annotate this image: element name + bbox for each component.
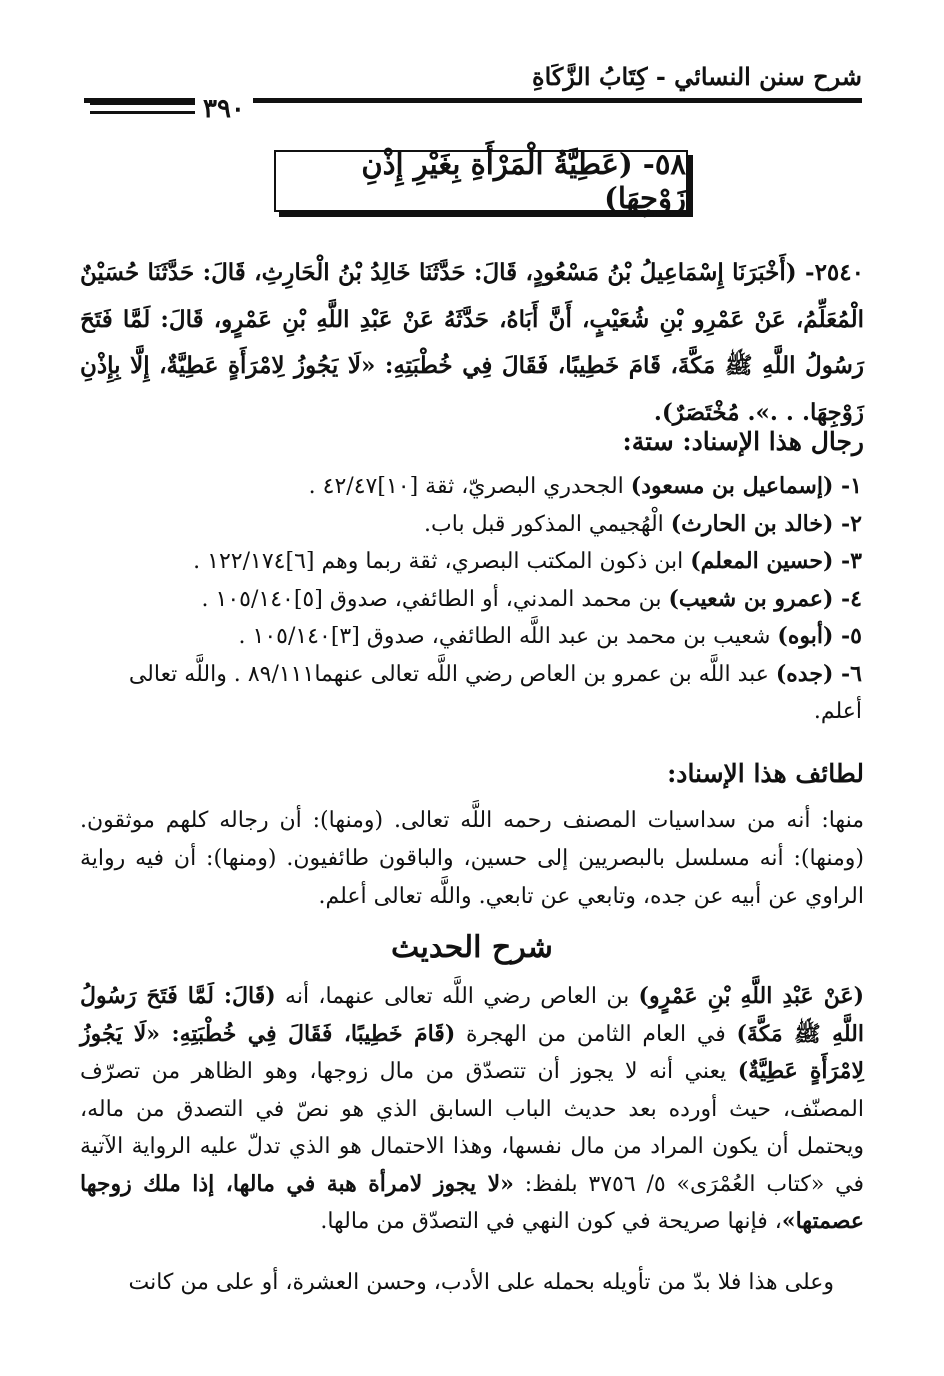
latif-heading: لطائف هذا الإسناد: — [667, 759, 864, 788]
narrator-name: ١- (إسماعيل بن مسعود) — [630, 473, 862, 499]
sharh-lead: (عَنْ عَبْدِ اللَّهِ بْنِ عَمْرٍو) — [638, 983, 864, 1009]
running-header-title: شرح سنن النسائي - كِتَابُ الزَّكَاةِ — [532, 62, 862, 91]
narrator-name: ٤- (عمرو بن شعيب) — [668, 585, 862, 612]
narrator-list — [80, 468, 862, 731]
narrator-name: ٥- (أبوه) — [777, 623, 862, 649]
sharh-quote: «لا يجوز لامرأة هبة في مالها، إذا ملك زوجها عصمتها» — [80, 1170, 864, 1234]
narrator-desc: ابن ذكون المكتب البصري، ثقة ربما وهم [٦]١٢٢/١٧٤ . — [193, 549, 691, 574]
narrator-desc: شعيب بن محمد بن عبد اللَّه الطائفي، صدوق [٣]١٠٥/١٤٠ . — [238, 624, 778, 649]
chapter-title: ٥٨- (عَطِيَّةُ الْمَرْأَةِ بِغَيْرِ إِذْنِ زَوْجِهَا) — [361, 147, 686, 215]
narrator-item — [80, 506, 862, 544]
narrator-desc: عبد اللَّه بن عمرو بن العاص رضي اللَّه تعالى عنهما٨٩/١١١ . واللَّه تعالى أعلم. — [128, 661, 862, 724]
narrator-item — [80, 656, 862, 731]
sharh-paragraph-2: وعلى هذا فلا بدّ من تأويله بحمله على الأدب، وحسن العشرة، أو على من كانت — [128, 1270, 834, 1295]
narrator-desc: الْهُجيمي المذكور قبل باب. — [424, 511, 671, 537]
chapter-title-box — [274, 147, 688, 215]
sharh-text: بن العاص رضي اللَّه تعالى عنهما، أنه — [275, 984, 639, 1009]
narrator-item — [80, 581, 862, 619]
sharh-quote: (قَالَ: لَمَّا فَتَحَ رَسُولُ اللَّهِ ﷺ مَكَّةَ) — [80, 983, 864, 1047]
narrators-heading: رجال هذا الإسناد: ستة: — [622, 427, 864, 456]
sharh-text: يعني أنه لا يجوز أن تتصدّق من مال زوجها، وهو الظاهر من تصرّف المصنّف، حيث أورده بعد حديث الباب السابق الذي هو نصّ في التصدق من ماله، ويحتمل أن يكون المراد من مال نفسها، وهذا الاحتمال هو الذي تدلّ عليه الرواية الآتية في «كتاب العُمْرَى» ٥/ ٣٧٥٦ بلفظ: — [80, 1059, 864, 1197]
narrator-desc: الجحدري البصريّ، ثقة [١٠]٤٢/٤٧ . — [308, 474, 631, 499]
sharh-quote: (قَامَ خَطِيبًا، فَقَالَ فِي خُطْبَتِهِ: «لَا يَجُوزُ لِامْرَأَةٍ عَطِيَّةٌ) — [80, 1020, 864, 1084]
narrator-item — [80, 618, 862, 656]
hadith-text: ٢٥٤٠- (أَخْبَرَنَا إِسْمَاعِيلُ بْنُ مَسْعُودٍ، قَالَ: حَدَّثَنَا خَالِدُ بْنُ الْحَارِثِ، قَالَ: حَدَّثَنَا حُسَيْنٌ الْمُعَلِّمُ، عَنْ عَمْرِو بْنِ شُعَيْبٍ، أَنَّ أَبَاهُ، حَدَّثَهُ عَنْ عَبْدِ اللَّهِ بْنِ عَمْرٍو، قَالَ: لَمَّا فَتَحَ رَسُولُ اللَّهِ ﷺ مَكَّةَ، قَامَ خَطِيبًا، فَقَالَ فِي خُطْبَتِهِ: «لَا يَجُوزُ لِامْرَأَةٍ عَطِيَّةٌ، إِلَّا بِإِذْنِ زَوْجِهَا. . .». مُخْتَصَرٌ). — [80, 259, 864, 426]
narrator-name: ٣- (حسين المعلم) — [690, 548, 862, 574]
narrator-item — [80, 543, 862, 581]
page-number-ornament — [90, 102, 195, 120]
narrator-name: ٢- (خالد بن الحارث) — [670, 510, 862, 537]
page-number-area — [84, 96, 253, 124]
narrator-name: ٦- (جده) — [775, 660, 862, 687]
latif-text: منها: أنه من سداسيات المصنف رحمه اللَّه تعالى. (ومنها): أن رجاله كلهم موثقون. (ومنها): أنه مسلسل بالبصريين إلى حسين، والباقون طائفيون. (ومنها): أن فيه رواية الراوي عن أبيه عن جده، وتابعي عن تابعي. واللَّه تعالى أعلم. — [80, 808, 864, 909]
narrator-item — [80, 468, 862, 506]
page-number: ٣٩٠ — [195, 94, 253, 124]
sharh-heading: شرح الحديث — [391, 930, 553, 965]
sharh-text: في العام الثامن من الهجرة — [455, 1021, 737, 1047]
narrator-desc: بن محمد المدني، أو الطائفي، صدوق [٥]١٠٥/١٤٠ . — [201, 586, 669, 612]
sharh-text: ، فإنها صريحة في كون النهي في التصدّق من مالها. — [320, 1209, 782, 1234]
sharh-paragraph-1 — [80, 978, 864, 1241]
